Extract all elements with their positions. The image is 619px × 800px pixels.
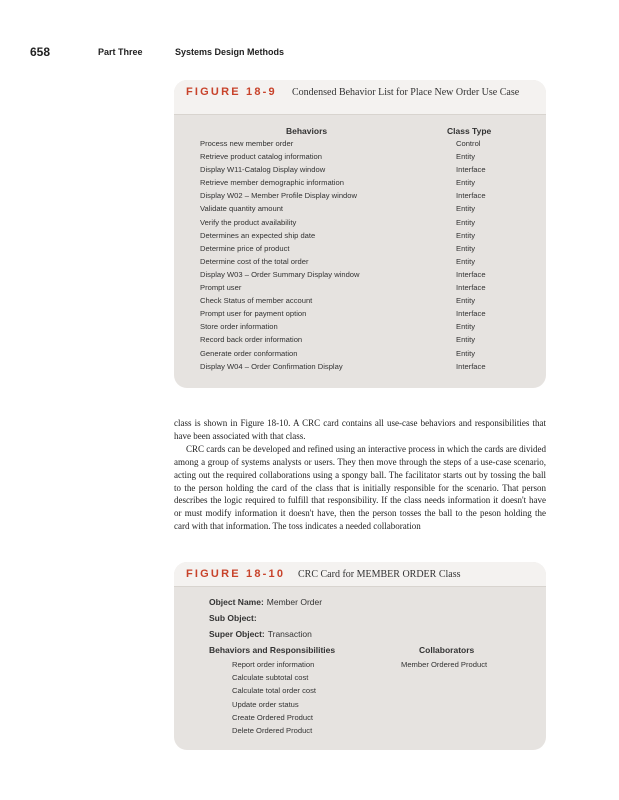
- behavior-row: [174, 191, 546, 204]
- class-type-text: Interface: [456, 309, 486, 319]
- collaborators-header: Collaborators: [419, 645, 475, 655]
- object-name-value: Member Order: [266, 597, 323, 607]
- behavior-text: Prompt user for payment option: [200, 309, 307, 319]
- behaviors-responsibilities-header: Behaviors and Responsibilities: [209, 645, 336, 655]
- behavior-row: [174, 178, 546, 191]
- behavior-row: [174, 231, 546, 244]
- behavior-row: [174, 362, 546, 375]
- class-type-text: Entity: [456, 256, 475, 266]
- figure-title: CRC Card for MEMBER ORDER Class: [298, 569, 461, 580]
- figure-title: Condensed Behavior List for Place New Order Use Case: [292, 87, 520, 98]
- sub-object-line: [209, 613, 260, 623]
- behavior-row: [174, 218, 546, 231]
- behavior-text: Validate quantity amount: [200, 204, 284, 214]
- figure-label: FIGURE 18-9: [186, 86, 277, 98]
- collaborators-list: [401, 660, 487, 669]
- section-title: Systems Design Methods: [175, 47, 285, 57]
- behavior-row: [174, 296, 546, 309]
- responsibility-item: Create Ordered Product: [232, 712, 314, 722]
- class-type-text: Interface: [456, 361, 486, 371]
- behavior-text: Verify the product availability: [200, 217, 297, 227]
- class-type-text: Interface: [456, 191, 486, 201]
- responsibility-item: Report order information: [232, 660, 315, 669]
- behaviors-column-header: Behaviors: [286, 126, 328, 136]
- responsibility-item: Calculate subtotal cost: [232, 673, 309, 683]
- behavior-text: Display W04 – Order Confirmation Display: [200, 361, 343, 371]
- behavior-text: Store order information: [200, 322, 278, 332]
- behavior-text: Prompt user: [200, 283, 242, 293]
- super-object-line: [209, 629, 312, 639]
- behavior-row: [174, 204, 546, 217]
- behavior-text: Retrieve product catalog information: [200, 152, 322, 162]
- super-object-value: Transaction: [267, 629, 312, 639]
- object-name-line: [209, 597, 322, 607]
- body-text: [174, 417, 546, 533]
- behavior-text: Process new member order: [200, 139, 294, 148]
- behavior-row: [174, 257, 546, 270]
- class-type-text: Entity: [456, 243, 475, 253]
- class-type-text: Entity: [456, 335, 475, 345]
- figure-18-9: [174, 80, 546, 388]
- object-name-label: Object Name:: [209, 597, 264, 607]
- behavior-text: Display W02 – Member Profile Display window: [200, 191, 357, 201]
- behavior-text: Generate order conformation: [200, 348, 298, 358]
- page-number: 658: [30, 45, 51, 59]
- responsibility-item: Calculate total order cost: [232, 686, 316, 696]
- behavior-text: Display W11-Catalog Display window: [200, 165, 326, 175]
- class-type-text: Entity: [456, 230, 475, 240]
- class-type-text: Interface: [456, 165, 486, 175]
- class-type-text: Entity: [456, 296, 475, 306]
- responsibility-item: Delete Ordered Product: [232, 725, 313, 735]
- collaborator-item: Member Ordered Product: [401, 660, 488, 669]
- behavior-text: Determine cost of the total order: [200, 256, 309, 266]
- behavior-text: Check Status of member account: [200, 296, 313, 306]
- class-type-text: Entity: [456, 322, 475, 332]
- class-type-column-header: Class Type: [447, 126, 492, 136]
- class-type-text: Interface: [456, 269, 486, 279]
- class-type-text: Interface: [456, 283, 486, 293]
- behavior-row: [174, 309, 546, 322]
- behavior-text: Determine price of product: [200, 243, 290, 253]
- class-type-text: Entity: [456, 217, 475, 227]
- class-type-text: Entity: [456, 348, 475, 358]
- behavior-text: Record back order information: [200, 335, 303, 345]
- behavior-text: Retrieve member demographic information: [200, 178, 344, 188]
- behavior-row: [174, 244, 546, 257]
- responsibilities-list: [232, 660, 316, 739]
- behavior-row: [174, 270, 546, 283]
- super-object-label: Super Object:: [209, 629, 265, 639]
- behavior-row: [174, 139, 546, 152]
- paragraph: CRC cards can be developed and refined using an interactive process in which the cards are divided among a group of systems analysts or users. They then move through the steps of a use-case scenario, acting out the required collaborations using a spongy ball. The facilitator starts out by tossing the ball to the person holding the card of the class that is initially responsible for the scenario. That person describes the logic required to fulfill that responsibility. If the class needs information it doesn't have or must modify information it doesn't have, then the person tosses the ball to the peson holding the card with that information. The toss indicates a needed collaboration: [174, 443, 546, 532]
- figure-label: FIGURE 18-10: [186, 568, 286, 580]
- behavior-list: [174, 139, 546, 375]
- behavior-row: [174, 283, 546, 296]
- class-type-text: Entity: [456, 178, 475, 188]
- figure-18-10: [174, 562, 546, 750]
- behavior-row: [174, 152, 546, 165]
- behavior-row: [174, 165, 546, 178]
- behavior-text: Determines an expected ship date: [200, 230, 316, 240]
- class-type-text: Control: [456, 139, 481, 148]
- page-header: [30, 47, 589, 61]
- behavior-text: Display W03 – Order Summary Display window: [200, 269, 360, 279]
- part-label: Part Three: [98, 47, 143, 57]
- behavior-row: [174, 322, 546, 335]
- responsibility-item: Update order status: [232, 699, 299, 709]
- paragraph: class is shown in Figure 18-10. A CRC card contains all use-case behaviors and responsibilities that have been associated with that class.: [174, 418, 546, 441]
- class-type-text: Entity: [456, 204, 475, 214]
- sub-object-label: Sub Object:: [209, 613, 257, 623]
- behavior-row: [174, 335, 546, 348]
- class-type-text: Entity: [456, 152, 475, 162]
- figure-caption: [174, 562, 546, 587]
- behavior-row: [174, 349, 546, 362]
- figure-caption: [174, 80, 546, 115]
